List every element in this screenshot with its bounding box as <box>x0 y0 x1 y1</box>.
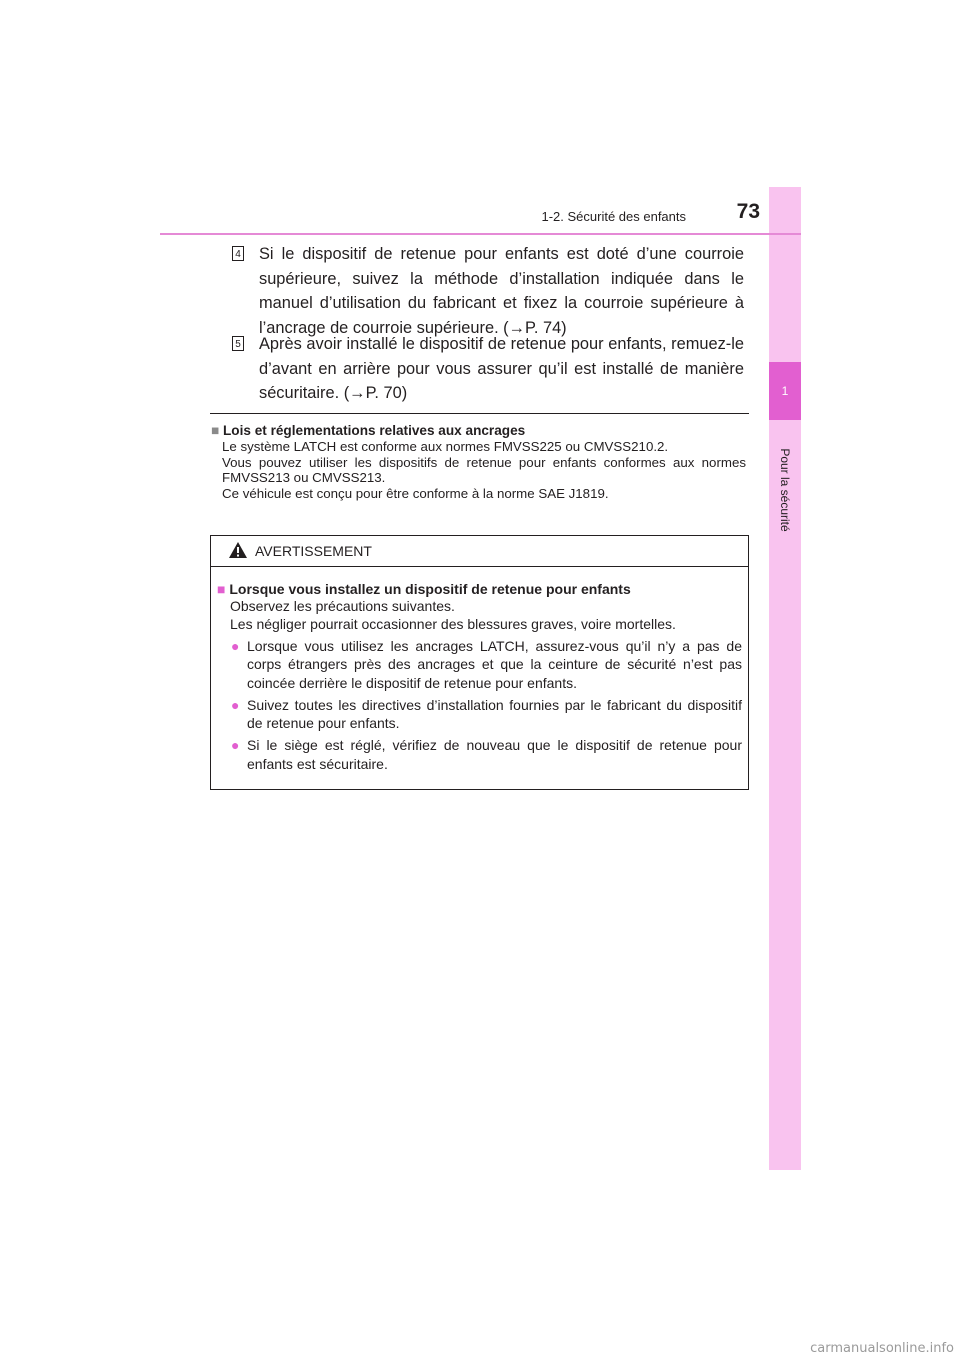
warning-list-item <box>217 637 742 692</box>
note-body <box>222 439 746 501</box>
square-bullet-icon: ■ <box>211 423 220 438</box>
note-line: Vous pouvez utiliser les dispositifs de retenue pour enfants conformes aux normes FMVSS213 ou CMVSS213. <box>222 454 746 485</box>
warning-box <box>210 535 749 790</box>
square-bullet-icon: ■ <box>217 581 226 597</box>
warning-intro-line: Les négliger pourrait occasionner des blessures graves, voire mortelles. <box>230 615 676 632</box>
note-section <box>211 422 746 501</box>
warning-list-item <box>217 736 742 773</box>
step-number-box: 5 <box>232 336 244 351</box>
step-5 <box>232 332 744 406</box>
warning-subtitle-text: Lorsque vous installez un dispositif de retenue pour enfants <box>229 581 631 597</box>
circle-bullet-icon: ● <box>231 638 240 654</box>
step-text: Après avoir installé le dispositif de retenue pour enfants, remuez-le d’avant en arrière pour vous assurer qu’il est installé de manière sécuritaire. (→P. 70) <box>259 335 744 402</box>
warning-title: AVERTISSEMENT <box>255 543 372 559</box>
warning-content <box>211 567 748 773</box>
warning-intro-line: Observez les précautions suivantes. <box>230 598 455 614</box>
watermark: carmanualsonline.info <box>810 1341 954 1356</box>
section-divider <box>210 413 749 414</box>
step-4 <box>232 242 744 340</box>
warning-header <box>211 536 748 567</box>
circle-bullet-icon: ● <box>231 696 240 713</box>
header-rule <box>160 233 801 235</box>
note-line: Ce véhicule est conçu pour être conforme à la norme SAE J1819. <box>222 485 609 501</box>
warning-triangle-icon <box>228 541 248 559</box>
warning-subtitle <box>217 580 742 598</box>
warning-list-item <box>217 696 742 733</box>
section-title: 1-2. Sécurité des enfants <box>541 209 686 224</box>
note-line: Le système LATCH est conforme aux normes FMVSS225 ou CMVSS210.2. <box>222 439 669 454</box>
chapter-label: Pour la sécurité <box>778 448 792 532</box>
step-number-box: 4 <box>232 246 244 261</box>
step-text: Si le dispositif de retenue pour enfants est doté d’une courroie supérieure, suivez la méthode d’installation indiquée dans le manuel d’utilisation du fabricant et fixez la courroie supérieure à l’ancrage de courroie supérieure. (→P. 74) <box>259 245 744 337</box>
chapter-number-badge: 1 <box>769 362 801 420</box>
warning-item-text: Suivez toutes les directives d’installation fournies par le fabricant du dispositif de retenue pour enfants. <box>247 696 742 732</box>
warning-item-text: Si le siège est réglé, vérifiez de nouveau que le dispositif de retenue pour enfants est sécuritaire. <box>247 737 742 772</box>
warning-list <box>217 637 742 773</box>
note-title <box>211 422 746 439</box>
circle-bullet-icon: ● <box>231 737 240 754</box>
warning-item-text: Lorsque vous utilisez les ancrages LATCH, assurez-vous qu’il n’y a pas de corps étrangers près des ancrages et que la ceinture de sécurité n’est pas coincée derrière le dispositif de retenue pour enfants. <box>247 638 742 691</box>
warning-intro <box>230 598 742 633</box>
chapter-side-tab <box>769 187 801 1170</box>
note-title-text: Lois et réglementations relatives aux ancrages <box>223 423 526 438</box>
page-number: 73 <box>736 200 760 223</box>
